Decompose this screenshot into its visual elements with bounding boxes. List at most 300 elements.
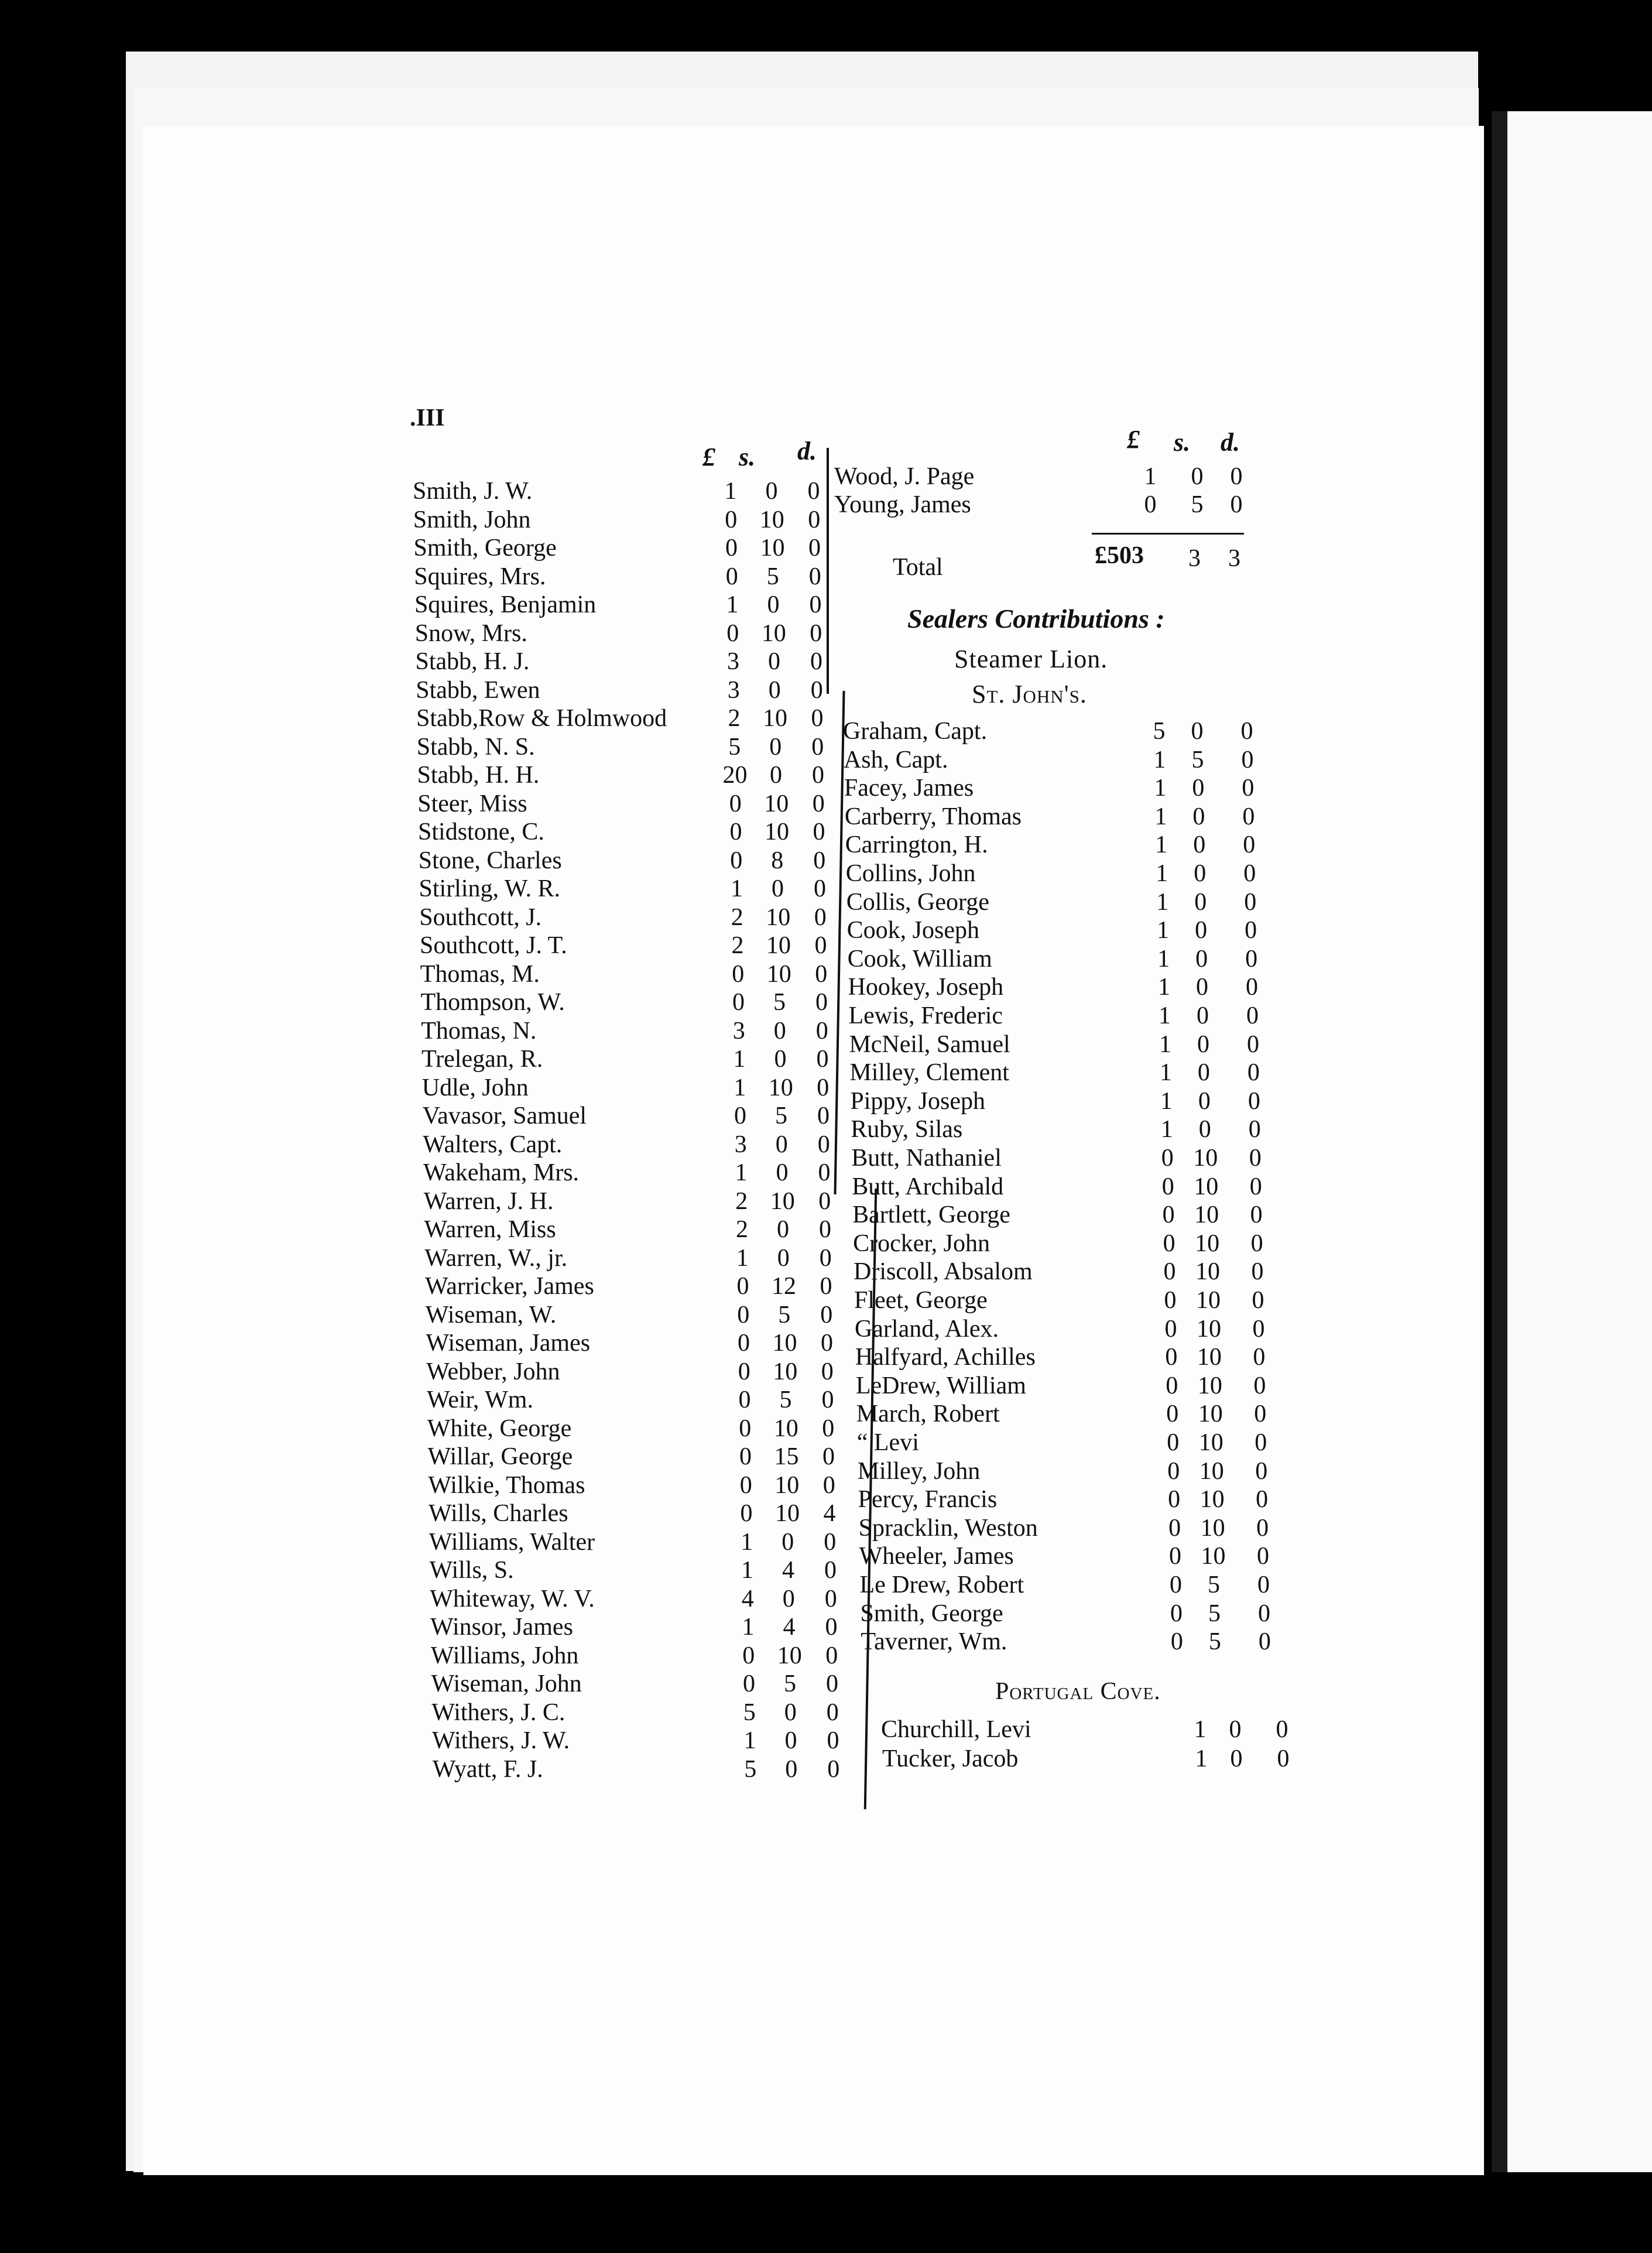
entry-shillings: 10 [761, 619, 786, 647]
entry-pence: 0 [1250, 1230, 1263, 1257]
entry-name: Smith, George [860, 1600, 1003, 1627]
entry-pence: 0 [808, 535, 821, 561]
entry-pence: 0 [822, 1415, 835, 1442]
entry-pounds: 1 [741, 1528, 753, 1556]
entry-shillings: 0 [768, 676, 781, 704]
entry-shillings: 12 [772, 1273, 796, 1300]
entry-shillings: 10 [764, 790, 789, 817]
entry-name: LeDrew, William [855, 1372, 1026, 1399]
entry-pence: 0 [817, 1074, 830, 1101]
entry-shillings: 0 [1230, 1745, 1243, 1772]
entry-shillings: 10 [770, 1187, 795, 1215]
entry-pence: 0 [1256, 1514, 1269, 1542]
entry-shillings: 0 [770, 762, 782, 789]
entry-shillings: 0 [776, 1159, 789, 1186]
entry-name: Collins, John [845, 860, 976, 887]
entry-pounds: 4 [741, 1585, 754, 1612]
entry-pounds: 0 [738, 1358, 750, 1385]
entry-name: Carberry, Thomas [844, 803, 1022, 830]
entry-shillings: 0 [775, 1131, 788, 1158]
entry-name: Stone, Charles [418, 847, 562, 874]
entry-name: Withers, J. W. [432, 1727, 570, 1754]
entry-pounds: 0 [1144, 491, 1157, 518]
entry-name: Le Drew, Robert [859, 1571, 1024, 1598]
entry-shillings: 10 [1198, 1429, 1223, 1456]
entry-pence: 0 [827, 1727, 839, 1754]
entry-name: Young, James [834, 491, 971, 518]
entry-pounds: 1 [743, 1727, 756, 1754]
entry-shillings: 0 [1196, 974, 1209, 1001]
entry-name: Winsor, James [430, 1614, 573, 1641]
entry-name: Bartlett, George [852, 1201, 1010, 1229]
entry-shillings: 10 [773, 1358, 798, 1385]
entry-pounds: 1 [1159, 1059, 1172, 1087]
entry-pence: 0 [1246, 1030, 1259, 1058]
entry-shillings: 5 [1191, 746, 1204, 773]
entry-pence: 0 [1253, 1372, 1266, 1399]
entry-name: White, George [427, 1415, 572, 1442]
header-pence-right: d. [1221, 428, 1240, 457]
entry-pence: 0 [825, 1642, 838, 1669]
entry-pounds: 0 [1167, 1429, 1180, 1456]
entry-name: Fleet, George [854, 1287, 988, 1314]
entry-pence: 0 [1276, 1716, 1288, 1743]
total-shillings: 3 [1188, 545, 1201, 572]
entry-shillings: 0 [1198, 1116, 1211, 1143]
entry-pounds: 0 [738, 1330, 750, 1357]
entry-shillings: 5 [773, 989, 786, 1016]
entry-pounds: 3 [732, 1017, 745, 1045]
entry-pence: 0 [824, 1528, 837, 1556]
entry-pounds: 0 [725, 535, 738, 561]
entry-shillings: 0 [1194, 860, 1207, 887]
entry-pounds: 0 [738, 1386, 751, 1413]
entry-name: Stabb,Row & Holmwood [416, 705, 667, 732]
entry-pounds: 0 [1169, 1543, 1182, 1570]
entry-pence: 0 [1245, 917, 1257, 944]
entry-pounds: 0 [1170, 1600, 1183, 1627]
entry-pence: 0 [822, 1471, 835, 1499]
entry-shillings: 10 [1194, 1201, 1219, 1229]
entry-shillings: 5 [784, 1670, 796, 1697]
entry-shillings: 10 [1200, 1514, 1225, 1542]
entry-pounds: 0 [734, 1102, 746, 1129]
entry-name: Stabb, N. S. [416, 733, 535, 761]
entry-pence: 0 [826, 1670, 838, 1697]
entry-shillings: 0 [777, 1216, 789, 1243]
entry-pence: 0 [810, 676, 823, 704]
entry-shillings: 0 [777, 1244, 790, 1272]
entry-shillings: 0 [784, 1727, 797, 1754]
entry-name: Graham, Capt. [843, 718, 988, 745]
entry-shillings: 0 [1195, 917, 1208, 944]
entry-name: March, Robert [856, 1401, 1000, 1428]
entry-shillings: 10 [775, 1500, 800, 1527]
entry-name: Wyatt, F. J. [432, 1755, 543, 1783]
entry-shillings: 4 [783, 1614, 796, 1641]
entry-pence: 0 [1247, 1059, 1260, 1087]
portugal-cove-heading: Portugal Cove. [995, 1678, 1161, 1705]
entry-pounds: 1 [1153, 746, 1166, 773]
entry-pounds: 1 [1144, 463, 1157, 490]
entry-name: Butt, Archibald [852, 1173, 1004, 1200]
entry-shillings: 10 [777, 1642, 802, 1669]
entry-name: Udle, John [421, 1074, 529, 1101]
entry-shillings: 0 [1192, 803, 1205, 830]
entry-pence: 0 [810, 648, 822, 675]
entry-pence: 0 [811, 733, 824, 761]
entry-shillings: 8 [771, 847, 784, 874]
entry-name: Wiseman, James [426, 1330, 591, 1357]
entry-name: Smith, John [413, 506, 531, 533]
entry-pounds: 0 [1164, 1315, 1177, 1343]
entry-shillings: 10 [1195, 1230, 1220, 1257]
entry-pounds: 0 [1162, 1201, 1175, 1229]
entry-shillings: 10 [1201, 1543, 1226, 1570]
entry-pounds: 1 [731, 875, 743, 902]
entry-pounds: 1 [1195, 1745, 1208, 1772]
entry-pounds: 0 [732, 960, 745, 988]
entry-pounds: 1 [742, 1614, 755, 1641]
entry-pence: 0 [808, 563, 821, 590]
entry-name: Cook, Joseph [846, 917, 979, 944]
entry-pence: 0 [1249, 1173, 1262, 1200]
entry-pence: 0 [818, 1159, 831, 1186]
entry-shillings: 10 [1195, 1258, 1221, 1286]
entry-pounds: 1 [1154, 803, 1167, 830]
entry-shillings: 10 [1196, 1287, 1221, 1314]
entry-pounds: 1 [1157, 917, 1170, 944]
entry-name: Thomas, M. [420, 960, 540, 988]
entry-shillings: 0 [1229, 1716, 1242, 1743]
place-heading: St. John's. [972, 680, 1087, 708]
entry-pounds: 1 [1158, 974, 1171, 1001]
entry-pounds: 5 [744, 1755, 757, 1783]
entry-pence: 0 [1240, 718, 1253, 745]
entry-pence: 0 [817, 1131, 830, 1158]
entry-pence: 0 [819, 1216, 831, 1243]
entry-pounds: 0 [1163, 1258, 1176, 1286]
entry-pence: 0 [824, 1557, 837, 1584]
entry-pence: 0 [814, 875, 826, 902]
entry-pounds: 2 [735, 1187, 748, 1215]
entry-name: Garland, Alex. [854, 1315, 999, 1343]
entry-pounds: 5 [728, 733, 741, 761]
entry-name: Cook, William [847, 945, 992, 973]
entry-pounds: 0 [736, 1273, 749, 1300]
entry-name: Trelegan, R. [421, 1046, 543, 1073]
entry-pence: 0 [1245, 945, 1258, 973]
entry-pence: 0 [818, 1187, 831, 1215]
entry-shillings: 0 [1193, 831, 1206, 859]
entry-shillings: 10 [773, 1415, 798, 1442]
entry-pence: 0 [815, 1017, 828, 1045]
entry-name: Wood, J. Page [834, 463, 975, 490]
entry-shillings: 0 [1197, 1059, 1210, 1087]
facing-page [1507, 111, 1652, 2172]
entry-pence: 0 [1230, 463, 1243, 490]
entry-pence: 0 [1258, 1628, 1271, 1656]
entry-pence: 0 [815, 960, 828, 988]
entry-pence: 0 [1257, 1543, 1270, 1570]
entry-shillings: 0 [769, 733, 782, 761]
entry-pounds: 1 [724, 478, 737, 505]
entry-pence: 0 [819, 1244, 832, 1272]
entry-pence: 0 [822, 1443, 835, 1470]
entry-name: Southcott, J. T. [420, 932, 567, 959]
entry-pounds: 0 [743, 1670, 755, 1697]
entry-shillings: 5 [779, 1386, 792, 1413]
entry-pounds: 1 [741, 1557, 753, 1584]
entry-shillings: 0 [1192, 775, 1205, 802]
entry-pounds: 1 [736, 1244, 749, 1272]
entry-pounds: 1 [1194, 1716, 1207, 1743]
entry-name: Taverner, Wm. [861, 1628, 1007, 1656]
entry-name: Facey, James [844, 775, 974, 802]
entry-pence: 0 [808, 506, 821, 533]
entry-name: Snow, Mrs. [414, 619, 527, 647]
entry-name: Warren, J. H. [423, 1187, 554, 1215]
entry-name: Weir, Wm. [427, 1386, 533, 1413]
entry-pounds: 0 [742, 1642, 755, 1669]
entry-pounds: 1 [734, 1074, 746, 1101]
entry-name: Warren, Miss [424, 1216, 556, 1243]
entry-name: Smith, George [413, 535, 557, 561]
entry-shillings: 10 [760, 535, 785, 561]
entry-shillings: 5 [1208, 1571, 1220, 1598]
entry-pence: 0 [816, 1046, 829, 1073]
entry-shillings: 10 [768, 1074, 793, 1101]
entry-shillings: 10 [765, 819, 789, 845]
entry-name: Webber, John [426, 1358, 560, 1385]
entry-name: Warren, W., jr. [424, 1244, 568, 1272]
entry-pounds: 2 [728, 705, 741, 732]
entry-shillings: 0 [765, 478, 778, 505]
entry-name: Wills, Charles [429, 1500, 568, 1527]
entry-pounds: 0 [732, 989, 745, 1016]
entry-name: Pippy, Joseph [850, 1087, 985, 1115]
entry-shillings: 10 [1196, 1315, 1221, 1343]
entry-name: Whiteway, W. V. [430, 1585, 595, 1612]
entry-name: Wiseman, John [431, 1670, 582, 1697]
header-shillings: s. [739, 443, 756, 471]
entry-pence: 0 [1246, 974, 1259, 1001]
entry-pence: 0 [1253, 1344, 1266, 1371]
entry-shillings: 0 [1195, 945, 1208, 973]
entry-pounds: 2 [731, 903, 743, 931]
entry-name: Walters, Capt. [423, 1131, 563, 1158]
entry-pence: 0 [1256, 1486, 1269, 1514]
entry-shillings: 10 [774, 1471, 800, 1499]
entry-pence: 0 [1242, 803, 1255, 830]
entry-pounds: 1 [1154, 775, 1167, 802]
entry-name: Steer, Miss [417, 790, 527, 817]
entry-pounds: 1 [733, 1046, 746, 1073]
entry-shillings: 0 [773, 1017, 786, 1045]
header-shillings-right: s. [1174, 428, 1191, 457]
entry-shillings: 10 [1197, 1372, 1222, 1399]
entry-pounds: 3 [727, 676, 740, 704]
entry-name: Spracklin, Weston [858, 1514, 1038, 1542]
entry-pence: 0 [1247, 1087, 1260, 1115]
entry-pounds: 5 [1153, 718, 1166, 745]
entry-name: Milley, John [857, 1457, 981, 1485]
entry-pence: 0 [807, 478, 820, 505]
entry-pounds: 1 [1159, 1030, 1171, 1058]
entry-name: Hookey, Joseph [848, 974, 1004, 1001]
page-number: .III [410, 405, 445, 432]
entry-pounds: 0 [740, 1500, 753, 1527]
entry-pounds: 0 [1166, 1372, 1178, 1399]
entry-name: Vavasor, Samuel [422, 1102, 587, 1129]
entry-pounds: 20 [722, 762, 748, 789]
entry-pounds: 0 [725, 506, 738, 533]
entry-pence: 0 [825, 1614, 838, 1641]
entry-pounds: 1 [1159, 1002, 1171, 1029]
entry-shillings: 5 [1191, 491, 1204, 518]
entry-shillings: 10 [759, 506, 784, 533]
entry-pounds: 0 [1161, 1173, 1174, 1200]
entry-shillings: 0 [1198, 1087, 1211, 1115]
entry-pounds: 1 [735, 1159, 748, 1186]
entry-pence: 0 [1255, 1429, 1267, 1456]
entry-pounds: 0 [729, 790, 742, 817]
entry-shillings: 0 [768, 648, 780, 675]
entry-pence: 0 [1243, 860, 1256, 887]
entry-pence: 0 [820, 1301, 833, 1328]
header-pounds: £ [702, 443, 715, 471]
entry-pence: 0 [1257, 1571, 1270, 1598]
entry-shillings: 0 [782, 1528, 794, 1556]
entry-pounds: 1 [1157, 945, 1170, 973]
entry-shillings: 0 [1191, 718, 1204, 745]
entry-name: McNeil, Samuel [849, 1030, 1010, 1058]
entry-pence: 0 [820, 1273, 832, 1300]
entry-name: Southcott, J. [419, 903, 542, 931]
entry-pounds: 0 [739, 1471, 752, 1499]
entry-name: Warricker, James [425, 1273, 594, 1300]
entry-name: Wheeler, James [859, 1543, 1014, 1570]
entry-pounds: 0 [739, 1415, 752, 1442]
entry-pounds: 1 [726, 591, 739, 618]
entry-pence: 0 [1230, 491, 1243, 518]
entry-pounds: 0 [737, 1301, 750, 1328]
entry-name: Wilkie, Thomas [428, 1471, 585, 1499]
entry-pounds: 1 [1160, 1087, 1173, 1115]
entry-pounds: 5 [743, 1699, 756, 1726]
entry-name: “ Levi [856, 1429, 919, 1456]
entry-pence: 0 [817, 1102, 830, 1129]
entry-shillings: 0 [782, 1585, 795, 1612]
entry-shillings: 10 [1197, 1344, 1222, 1371]
entry-pence: 0 [815, 989, 828, 1016]
entry-name: Churchill, Levi [881, 1716, 1031, 1743]
entry-name: Withers, J. C. [431, 1699, 565, 1726]
entry-name: Williams, John [430, 1642, 579, 1669]
entry-pounds: 0 [1167, 1457, 1180, 1485]
entry-pounds: 3 [734, 1131, 747, 1158]
entry-pence: 0 [813, 847, 826, 874]
entry-pounds: 1 [1156, 888, 1169, 916]
entry-pounds: 0 [1168, 1514, 1181, 1542]
entry-shillings: 5 [1208, 1628, 1221, 1656]
entry-shillings: 10 [766, 960, 791, 988]
entry-pounds: 0 [1161, 1145, 1174, 1172]
entry-pence: 0 [824, 1585, 837, 1612]
entry-shillings: 5 [775, 1102, 787, 1129]
entry-pence: 4 [823, 1500, 836, 1527]
entry-pence: 0 [821, 1358, 834, 1385]
entry-pence: 0 [1243, 831, 1256, 859]
entry-name: Butt, Nathaniel [851, 1145, 1002, 1172]
entry-name: Willar, George [427, 1443, 573, 1470]
entry-name: Ruby, Silas [851, 1116, 963, 1143]
entry-pounds: 1 [1160, 1116, 1173, 1143]
total-rule [1092, 533, 1244, 535]
entry-pence: 0 [814, 932, 827, 959]
entry-pounds: 0 [729, 819, 742, 845]
entry-pounds: 1 [1155, 831, 1168, 859]
entry-pounds: 0 [1164, 1287, 1177, 1314]
entry-name: Driscoll, Absalom [854, 1258, 1033, 1286]
entry-shillings: 0 [774, 1046, 787, 1073]
entry-pence: 0 [1254, 1401, 1267, 1428]
entry-name: Ash, Capt. [843, 746, 948, 773]
entry-name: Milley, Clement [849, 1059, 1009, 1087]
entry-pounds: 2 [731, 932, 744, 959]
entry-shillings: 0 [767, 591, 780, 618]
entry-pence: 0 [814, 903, 827, 931]
entry-pounds: 0 [1165, 1344, 1178, 1371]
entry-shillings: 10 [766, 903, 791, 931]
total-pounds: £503 [1095, 542, 1144, 569]
entry-name: Carrington, H. [845, 831, 988, 859]
entry-name: Stidstone, C. [418, 819, 544, 845]
entry-shillings: 0 [1197, 1002, 1209, 1029]
entry-shillings: 5 [1208, 1600, 1221, 1627]
entry-pence: 0 [821, 1330, 833, 1357]
entry-name: Tucker, Jacob [882, 1745, 1019, 1772]
entry-shillings: 5 [766, 563, 779, 590]
entry-pounds: 0 [1170, 1628, 1183, 1656]
entry-pounds: 0 [730, 847, 743, 874]
entry-shillings: 10 [1199, 1486, 1225, 1514]
entry-name: Wiseman, W. [425, 1301, 557, 1328]
entry-pence: 0 [812, 762, 824, 789]
entry-pence: 0 [1241, 746, 1254, 773]
entry-shillings: 10 [1194, 1173, 1219, 1200]
entry-name: Squires, Benjamin [414, 591, 597, 618]
entry-name: Thompson, W. [420, 989, 565, 1016]
entry-pounds: 2 [736, 1216, 748, 1243]
entry-pence: 0 [1257, 1600, 1270, 1627]
book-binding [1492, 111, 1509, 2172]
entry-shillings: 10 [766, 932, 791, 959]
entry-pence: 0 [812, 790, 825, 817]
header-pence: d. [797, 437, 817, 465]
entry-name: Stirling, W. R. [419, 875, 561, 902]
entry-shillings: 10 [772, 1330, 797, 1357]
entry-name: Halfyard, Achilles [855, 1344, 1036, 1371]
entry-shillings: 10 [1198, 1401, 1223, 1428]
entry-pence: 0 [827, 1755, 840, 1783]
entry-name: Stabb, Ewen [416, 676, 540, 704]
entry-pence: 0 [811, 705, 824, 732]
entry-pence: 0 [813, 819, 825, 845]
entry-pounds: 1 [1156, 860, 1168, 887]
entry-name: Lewis, Frederic [848, 1002, 1003, 1029]
entry-pence: 0 [1242, 775, 1255, 802]
